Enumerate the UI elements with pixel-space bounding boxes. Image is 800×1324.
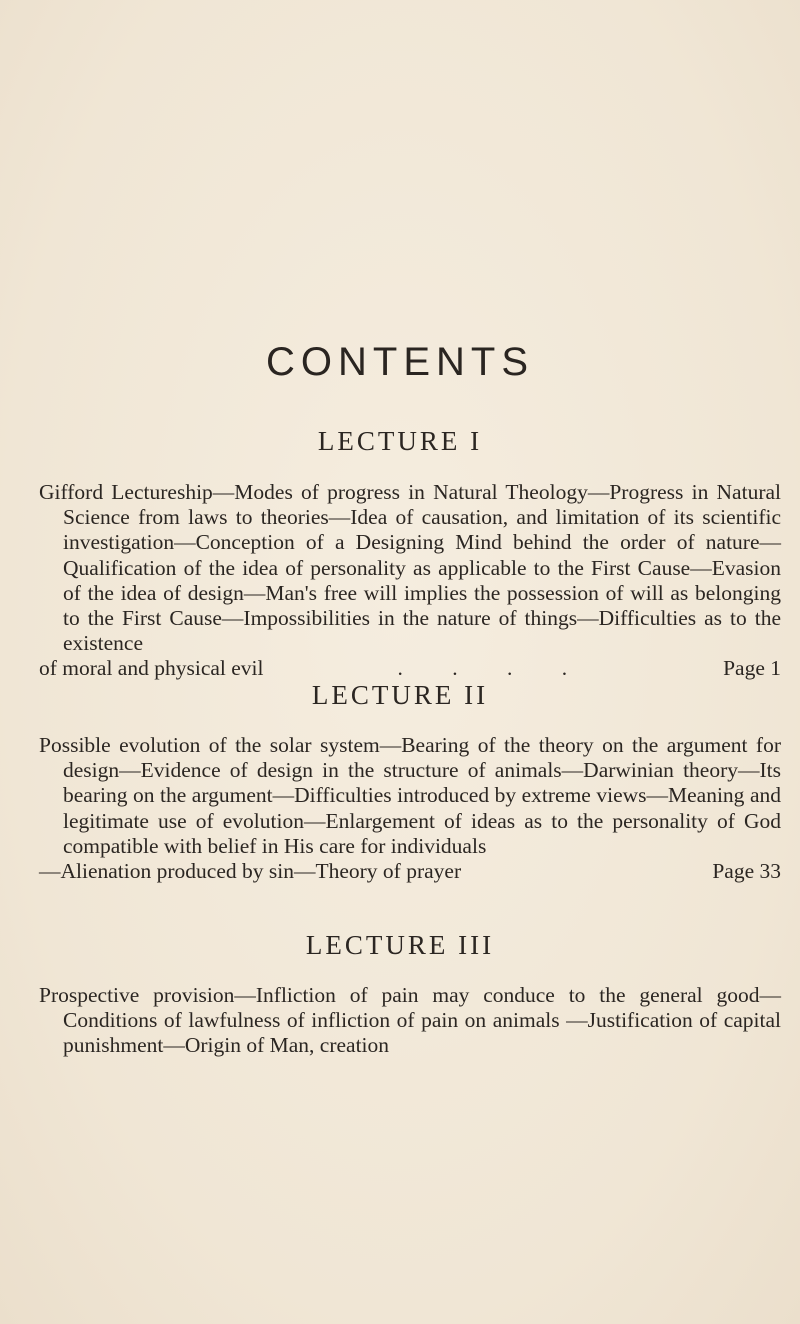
lecture-1-leader-dots: . . . . — [397, 656, 590, 681]
lecture-2-last-line — [39, 859, 781, 884]
lecture-2-heading: LECTURE II — [311, 680, 489, 710]
lecture-1-text: Gifford Lectureship—Modes of progress in Natural Theology—Progress in Natural Science from laws to theories—Idea of causation, and limitation of its scientific investigation—Conception of a Designing Mind behind the order of nature—Qualification of the idea of personality as applicable to the First Cause—Evasion of the idea of design—Man's free will implies the possession of will as belonging to the First Cause—Impossibilities in the nature of things—Difficulties as to the existence — [39, 480, 781, 656]
lecture-2-page-ref: Page 33 — [712, 859, 781, 884]
lecture-1-last-line — [39, 656, 781, 681]
lecture-2-last-text: —Alienation produced by sin—Theory of prayer — [39, 859, 462, 884]
lecture-1-summary — [39, 480, 781, 682]
lecture-1-last-text: of moral and physical evil — [39, 656, 264, 681]
lecture-3-heading: LECTURE III — [305, 930, 495, 960]
lecture-2-text: Possible evolution of the solar system—Bearing of the theory on the argument for design—Evidence of design in the structure of animals—Darwinian theory—Its bearing on the argument—Difficulties introduced by extreme views—Meaning and legitimate use of evolution—Enlargement of ideas as to the personality of God compatible with belief in His care for individuals — [39, 733, 781, 858]
page-title: CONTENTS — [266, 340, 534, 384]
lecture-1-heading: LECTURE I — [317, 426, 483, 456]
lecture-3-text: Prospective provision—Infliction of pain may conduce to the general good—Conditions of lawfulness of infliction of pain on animals —Justification of capital punishment—Origin of Man, creation — [39, 983, 781, 1058]
lecture-3-summary — [39, 983, 781, 1059]
lecture-1-page-ref: Page 1 — [723, 656, 781, 681]
lecture-2-summary — [39, 733, 781, 884]
